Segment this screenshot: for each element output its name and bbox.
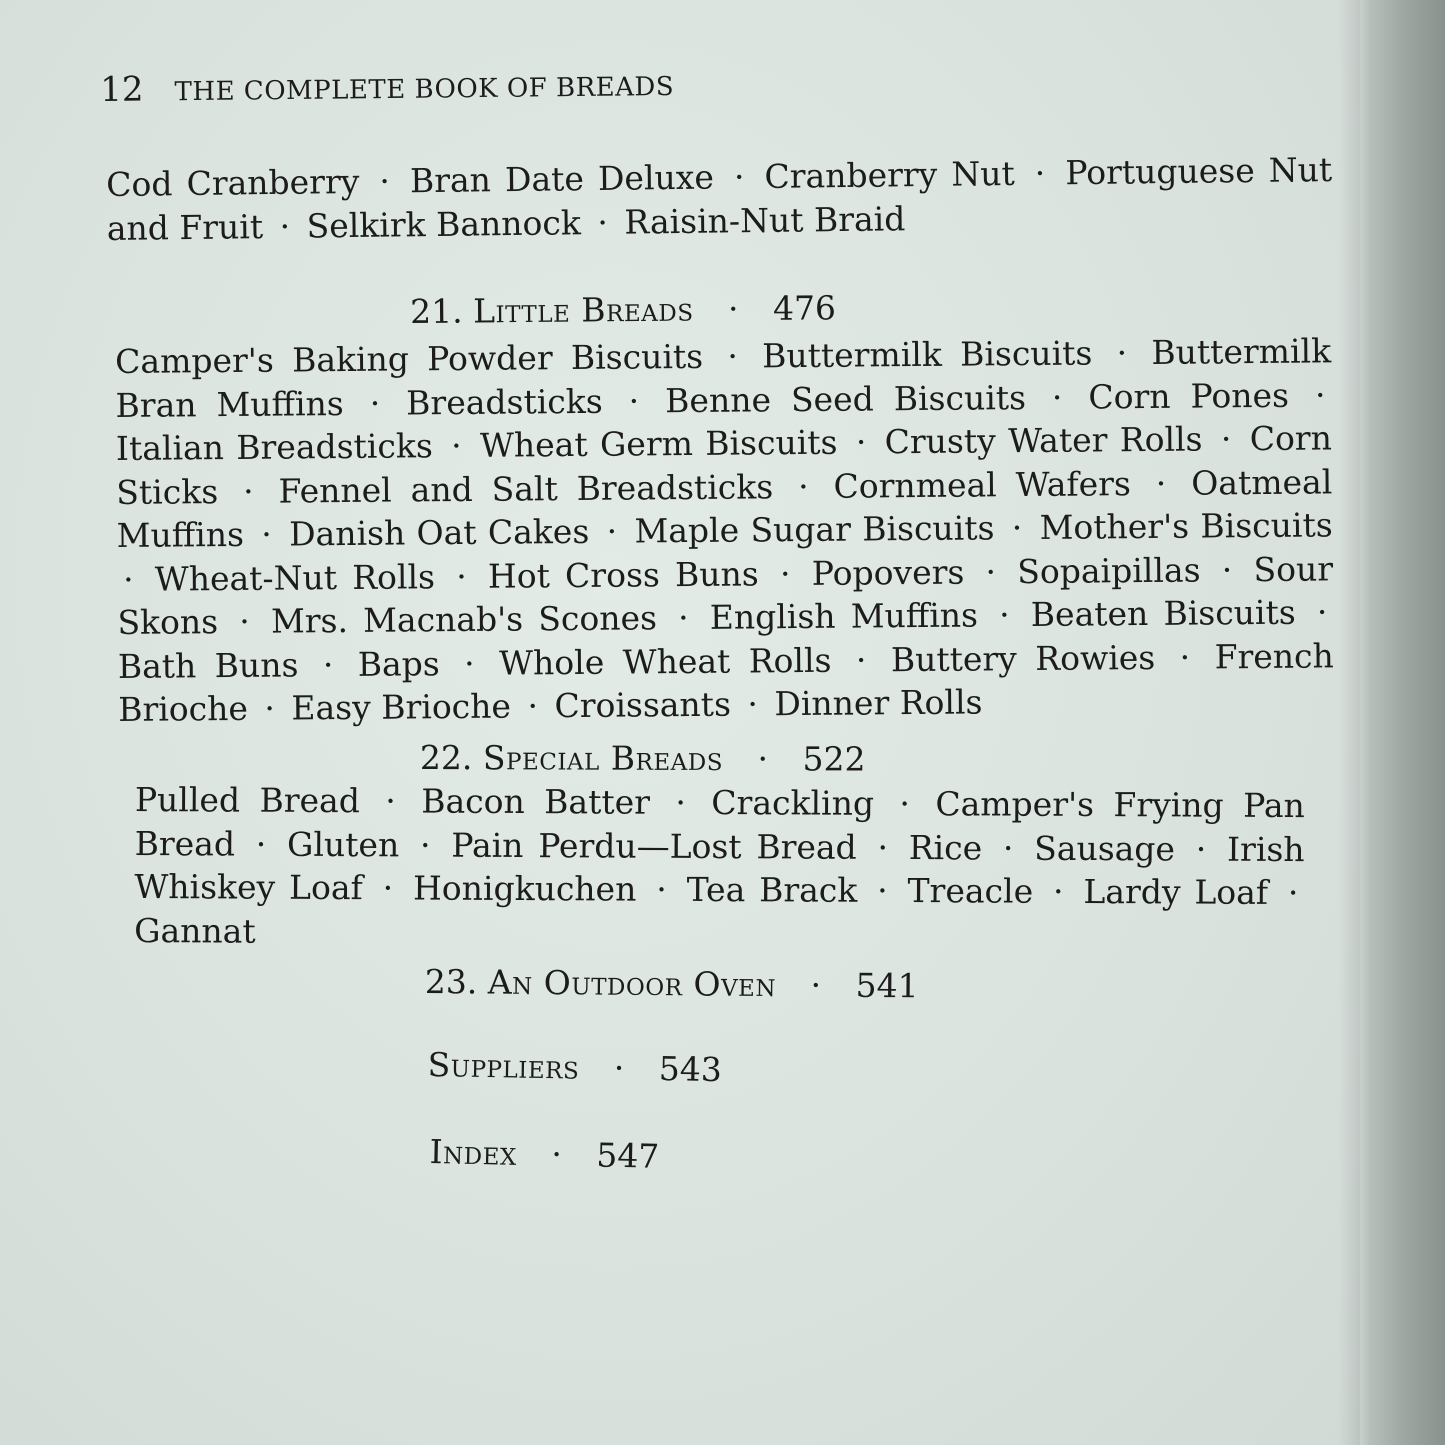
separator-dot: · [1314,374,1326,415]
recipe-item: Tea Brack [686,869,858,910]
separator-dot: · [1116,333,1128,373]
separator-dot: · [1155,463,1167,503]
separator-dot: · [382,868,394,908]
back-matter-suppliers [427,1045,722,1089]
separator-dot: · [239,601,250,641]
recipe-item: Wheat Germ Biscuits [479,422,838,465]
recipe-item: Portuguese Nut and Fruit [106,150,1333,248]
recipe-item: Oatmeal Muffins [116,461,1333,555]
separator-dot: · [727,336,739,376]
recipe-item: Raisin-Nut Braid [624,198,906,242]
chapter-heading-little-breads [410,288,836,331]
separator-dot: · [727,289,739,329]
separator-dot: · [1051,377,1063,417]
recipe-item: Treacle [907,871,1034,911]
recipe-item: Buttery Rowies [890,637,1156,679]
recipe-item: Sopaipillas [1017,550,1201,591]
separator-dot: · [855,422,867,462]
recipe-item: Camper's Baking Powder Biscuits [115,336,704,381]
back-matter-page: 547 [595,1135,660,1176]
separator-dot: · [1034,153,1046,193]
recipe-item: Cod Cranberry [106,161,360,204]
separator-dot: · [757,739,769,779]
separator-dot: · [385,781,396,821]
separator-dot: · [597,202,609,242]
recipe-item: Sausage [1034,828,1176,868]
page-gutter-shadow [1338,0,1360,1445]
recipe-item: Rice [908,827,983,867]
separator-dot: · [877,827,889,867]
recipe-item: Easy Brioche [291,686,512,728]
recipe-item: Hot Cross Buns [487,553,759,596]
recipe-item: Cornmeal Wafers [833,463,1132,506]
recipe-item: Popovers [811,552,965,593]
running-head [100,63,800,110]
recipe-item: Buttermilk Biscuits [761,333,1093,376]
recipe-item: Beaten Biscuits [1030,592,1296,635]
separator-dot: · [264,688,276,728]
recipe-item: Pain Perdu—Lost Bread [451,825,857,867]
separator-dot: · [899,784,911,824]
recipe-item: Crackling [711,783,875,823]
recipe-item: Cranberry Nut [764,153,1015,196]
separator-dot: · [855,639,867,680]
recipe-item: Maple Sugar Biscuits [634,508,995,551]
page-number: 12 [100,69,144,110]
recipe-item: Lardy Loaf [1083,871,1269,912]
chapter-number: 23. [424,962,478,1002]
chapter-title: Special Breads [482,738,724,779]
separator-dot: · [450,425,462,466]
recipe-item: Selkirk Bannock [306,202,582,246]
chapter-title: An Outdoor Oven [487,962,777,1005]
recipe-list-little-breads [115,329,1334,731]
chapter-page: 541 [855,965,919,1006]
recipe-item: Mother's Biscuits [1039,505,1333,547]
separator-dot: · [255,824,267,864]
separator-dot: · [527,686,539,726]
separator-dot: · [1316,592,1328,632]
recipe-item: Mrs. Macnab's Scones [270,598,658,641]
separator-dot: · [379,161,391,201]
separator-dot: · [1220,419,1232,459]
recipe-item: English Muffins [709,595,979,637]
recipe-list-special-breads [134,778,1305,958]
recipe-item: Gluten [286,824,400,864]
separator-dot: · [810,965,822,1005]
separator-dot: · [797,466,809,506]
separator-dot: · [747,684,759,724]
chapter-heading-outdoor-oven [425,962,919,1005]
recipe-item: Dinner Rolls [774,682,983,724]
recipe-item: Italian Breadsticks [115,426,433,468]
continued-recipe-list [106,148,1333,250]
separator-dot: · [1011,508,1023,548]
separator-dot: · [606,511,618,551]
separator-dot: · [464,643,475,683]
recipe-item: Pulled Bread [134,780,361,821]
recipe-item: Corn Sticks [116,418,1333,512]
separator-dot: · [1179,637,1191,677]
separator-dot: · [122,559,134,599]
recipe-item: Wheat-Nut Rolls [154,556,436,599]
separator-dot: · [1195,829,1207,869]
chapter-number: 22. [419,738,473,778]
recipe-item: Camper's Frying Pan Bread [134,784,1305,864]
separator-dot: · [779,553,791,593]
recipe-item: Gannat [134,910,256,951]
separator-dot: · [322,644,334,684]
separator-dot: · [1221,549,1233,589]
recipe-item: Honigkuchen [412,868,637,909]
separator-dot: · [550,1134,563,1174]
recipe-item: French Brioche [118,635,1334,729]
recipe-item: Irish Whiskey Loaf [134,829,1305,908]
separator-dot: · [675,782,687,822]
recipe-item: Buttermilk Bran Muffins [115,331,1332,425]
separator-dot: · [261,514,272,554]
back-matter-page: 543 [658,1049,723,1090]
separator-dot: · [369,383,381,423]
back-matter-index [429,1132,660,1176]
recipe-item: Bran Date Deluxe [409,157,715,201]
chapter-title: Little Breads [472,289,694,331]
separator-dot: · [242,471,254,511]
separator-dot: · [985,551,997,591]
chapter-page: 522 [802,739,866,779]
back-matter-title: Suppliers [427,1045,580,1087]
chapter-heading-special-breads [420,738,866,779]
recipe-item: Bath Buns [117,644,299,686]
recipe-item: Baps [357,643,440,684]
book-title: THE COMPLETE BOOK OF BREADS [174,71,675,108]
recipe-item: Whole Wheat Rolls [498,640,832,683]
recipe-item: Danish Oat Cakes [288,511,590,554]
separator-dot: · [456,556,467,596]
recipe-item: Corn Pones [1088,375,1290,417]
recipe-item: Breadsticks [406,381,603,422]
recipe-item: Crusty Water Rolls [884,419,1203,462]
recipe-item: Bacon Batter [421,781,651,822]
book-spine-edge [1360,0,1445,1445]
separator-dot: · [1052,871,1064,911]
recipe-item: Benne Seed Biscuits [665,377,1027,420]
chapter-number: 21. [410,291,463,331]
recipe-item: Fennel and Salt Breadsticks [278,466,774,511]
separator-dot: · [877,870,888,910]
recipe-item: Sour Skons [117,548,1334,642]
separator-dot: · [656,869,667,909]
separator-dot: · [279,206,291,246]
recipe-item: Croissants [554,684,732,726]
separator-dot: · [998,595,1010,635]
separator-dot: · [613,1048,625,1088]
separator-dot: · [628,380,640,421]
separator-dot: · [1287,873,1299,913]
separator-dot: · [419,824,431,865]
separator-dot: · [677,598,689,638]
back-matter-title: Index [429,1132,518,1173]
separator-dot: · [733,157,745,197]
separator-dot: · [1002,828,1014,868]
chapter-page: 476 [772,288,837,328]
